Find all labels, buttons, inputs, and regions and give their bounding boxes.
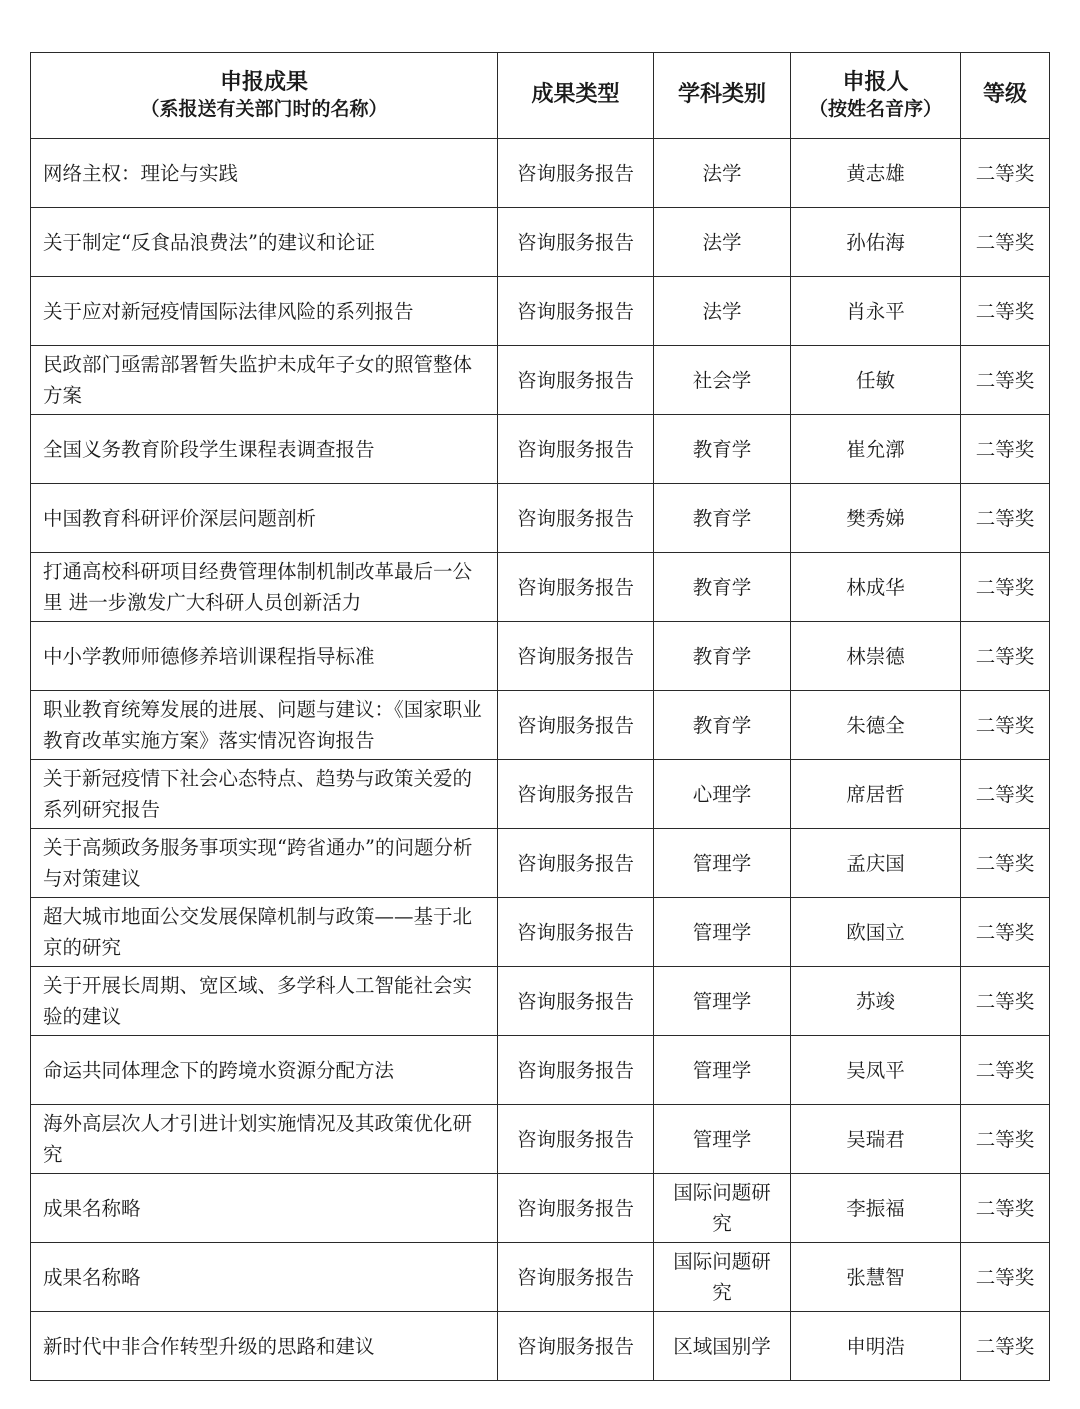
- table-row: [31, 1036, 1050, 1105]
- cell-type: 咨询服务报告: [498, 1312, 654, 1381]
- cell-author: 黄志雄: [791, 139, 961, 208]
- cell-subject: 教育学: [654, 553, 791, 622]
- cell-grade: 二等奖: [961, 346, 1050, 415]
- cell-subject: 心理学: [654, 760, 791, 829]
- table-row: [31, 139, 1050, 208]
- cell-grade: 二等奖: [961, 1174, 1050, 1243]
- cell-author: 苏竣: [791, 967, 961, 1036]
- cell-title: 新时代中非合作转型升级的思路和建议: [31, 1312, 498, 1381]
- cell-grade: 二等奖: [961, 208, 1050, 277]
- cell-type: 咨询服务报告: [498, 1243, 654, 1312]
- cell-grade: 二等奖: [961, 967, 1050, 1036]
- cell-subject: 国际问题研究: [654, 1174, 791, 1243]
- cell-title: 超大城市地面公交发展保障机制与政策——基于北京的研究: [31, 898, 498, 967]
- cell-author: 朱德全: [791, 691, 961, 760]
- table-row: [31, 484, 1050, 553]
- cell-title: 网络主权：理论与实践: [31, 139, 498, 208]
- cell-type: 咨询服务报告: [498, 139, 654, 208]
- table-row: [31, 829, 1050, 898]
- cell-grade: 二等奖: [961, 139, 1050, 208]
- cell-title: 全国义务教育阶段学生课程表调查报告: [31, 415, 498, 484]
- cell-grade: 二等奖: [961, 898, 1050, 967]
- table-row: [31, 898, 1050, 967]
- header-subject: 学科类别: [654, 53, 791, 139]
- cell-subject: 法学: [654, 139, 791, 208]
- awards-table: [30, 52, 1050, 1381]
- cell-subject: 教育学: [654, 691, 791, 760]
- cell-type: 咨询服务报告: [498, 967, 654, 1036]
- table-row: [31, 415, 1050, 484]
- header-applicant-main: 申报人: [842, 69, 909, 95]
- cell-grade: 二等奖: [961, 1036, 1050, 1105]
- cell-type: 咨询服务报告: [498, 691, 654, 760]
- cell-title: 成果名称略: [31, 1174, 498, 1243]
- header-type: 成果类型: [498, 53, 654, 139]
- cell-subject: 管理学: [654, 829, 791, 898]
- cell-author: 任敏: [791, 346, 961, 415]
- cell-grade: 二等奖: [961, 622, 1050, 691]
- cell-type: 咨询服务报告: [498, 829, 654, 898]
- cell-subject: 管理学: [654, 1105, 791, 1174]
- cell-grade: 二等奖: [961, 1105, 1050, 1174]
- cell-author: 崔允漷: [791, 415, 961, 484]
- cell-type: 咨询服务报告: [498, 1036, 654, 1105]
- table-row: [31, 1312, 1050, 1381]
- cell-author: 孙佑海: [791, 208, 961, 277]
- cell-type: 咨询服务报告: [498, 208, 654, 277]
- cell-author: 林成华: [791, 553, 961, 622]
- table-row: [31, 277, 1050, 346]
- cell-type: 咨询服务报告: [498, 484, 654, 553]
- cell-grade: 二等奖: [961, 484, 1050, 553]
- cell-title: 关于应对新冠疫情国际法律风险的系列报告: [31, 277, 498, 346]
- cell-title: 关于高频政务服务事项实现“跨省通办”的问题分析与对策建议: [31, 829, 498, 898]
- cell-title: 海外高层次人才引进计划实施情况及其政策优化研究: [31, 1105, 498, 1174]
- cell-type: 咨询服务报告: [498, 1105, 654, 1174]
- cell-grade: 二等奖: [961, 760, 1050, 829]
- cell-grade: 二等奖: [961, 1312, 1050, 1381]
- cell-subject: 管理学: [654, 898, 791, 967]
- cell-author: 孟庆国: [791, 829, 961, 898]
- cell-grade: 二等奖: [961, 1243, 1050, 1312]
- cell-subject: 国际问题研究: [654, 1243, 791, 1312]
- cell-title: 职业教育统筹发展的进展、问题与建议：《国家职业教育改革实施方案》落实情况咨询报告: [31, 691, 498, 760]
- cell-subject: 教育学: [654, 415, 791, 484]
- header-grade: 等级: [961, 53, 1050, 139]
- cell-type: 咨询服务报告: [498, 346, 654, 415]
- cell-author: 肖永平: [791, 277, 961, 346]
- cell-title: 打通高校科研项目经费管理体制机制改革最后一公里 进一步激发广大科研人员创新活力: [31, 553, 498, 622]
- header-achievement: [31, 53, 498, 139]
- cell-author: 席居哲: [791, 760, 961, 829]
- cell-title: 关于制定“反食品浪费法”的建议和论证: [31, 208, 498, 277]
- cell-subject: 区域国别学: [654, 1312, 791, 1381]
- cell-subject: 管理学: [654, 967, 791, 1036]
- cell-type: 咨询服务报告: [498, 898, 654, 967]
- cell-grade: 二等奖: [961, 691, 1050, 760]
- cell-grade: 二等奖: [961, 277, 1050, 346]
- cell-author: 张慧智: [791, 1243, 961, 1312]
- table-body: [31, 139, 1050, 1381]
- cell-title: 关于新冠疫情下社会心态特点、趋势与政策关爱的系列研究报告: [31, 760, 498, 829]
- table-header: [31, 53, 1050, 139]
- cell-title: 成果名称略: [31, 1243, 498, 1312]
- table-row: [31, 1174, 1050, 1243]
- cell-subject: 教育学: [654, 484, 791, 553]
- cell-subject: 法学: [654, 277, 791, 346]
- header-achievement-sub: （系报送有关部门时的名称）: [140, 98, 388, 121]
- cell-author: 林崇德: [791, 622, 961, 691]
- table-row: [31, 346, 1050, 415]
- cell-type: 咨询服务报告: [498, 553, 654, 622]
- table-row: [31, 1243, 1050, 1312]
- cell-grade: 二等奖: [961, 415, 1050, 484]
- cell-type: 咨询服务报告: [498, 277, 654, 346]
- header-achievement-main: 申报成果: [219, 69, 308, 95]
- cell-title: 中小学教师师德修养培训课程指导标准: [31, 622, 498, 691]
- cell-title: 关于开展长周期、宽区域、多学科人工智能社会实验的建议: [31, 967, 498, 1036]
- cell-author: 申明浩: [791, 1312, 961, 1381]
- cell-type: 咨询服务报告: [498, 760, 654, 829]
- cell-title: 中国教育科研评价深层问题剖析: [31, 484, 498, 553]
- table-row: [31, 1105, 1050, 1174]
- table-row: [31, 622, 1050, 691]
- cell-subject: 管理学: [654, 1036, 791, 1105]
- cell-type: 咨询服务报告: [498, 622, 654, 691]
- cell-subject: 社会学: [654, 346, 791, 415]
- cell-title: 命运共同体理念下的跨境水资源分配方法: [31, 1036, 498, 1105]
- cell-grade: 二等奖: [961, 829, 1050, 898]
- header-applicant: [791, 53, 961, 139]
- cell-author: 欧国立: [791, 898, 961, 967]
- cell-title: 民政部门亟需部署暂失监护未成年子女的照管整体方案: [31, 346, 498, 415]
- cell-subject: 法学: [654, 208, 791, 277]
- cell-subject: 教育学: [654, 622, 791, 691]
- table-row: [31, 553, 1050, 622]
- table-row: [31, 691, 1050, 760]
- cell-grade: 二等奖: [961, 553, 1050, 622]
- table-row: [31, 967, 1050, 1036]
- cell-author: 李振福: [791, 1174, 961, 1243]
- header-applicant-sub: （按姓名音序）: [808, 98, 942, 121]
- cell-type: 咨询服务报告: [498, 415, 654, 484]
- cell-author: 樊秀娣: [791, 484, 961, 553]
- header-row: [31, 53, 1050, 139]
- cell-author: 吴瑞君: [791, 1105, 961, 1174]
- cell-author: 吴凤平: [791, 1036, 961, 1105]
- table-row: [31, 760, 1050, 829]
- cell-type: 咨询服务报告: [498, 1174, 654, 1243]
- table-row: [31, 208, 1050, 277]
